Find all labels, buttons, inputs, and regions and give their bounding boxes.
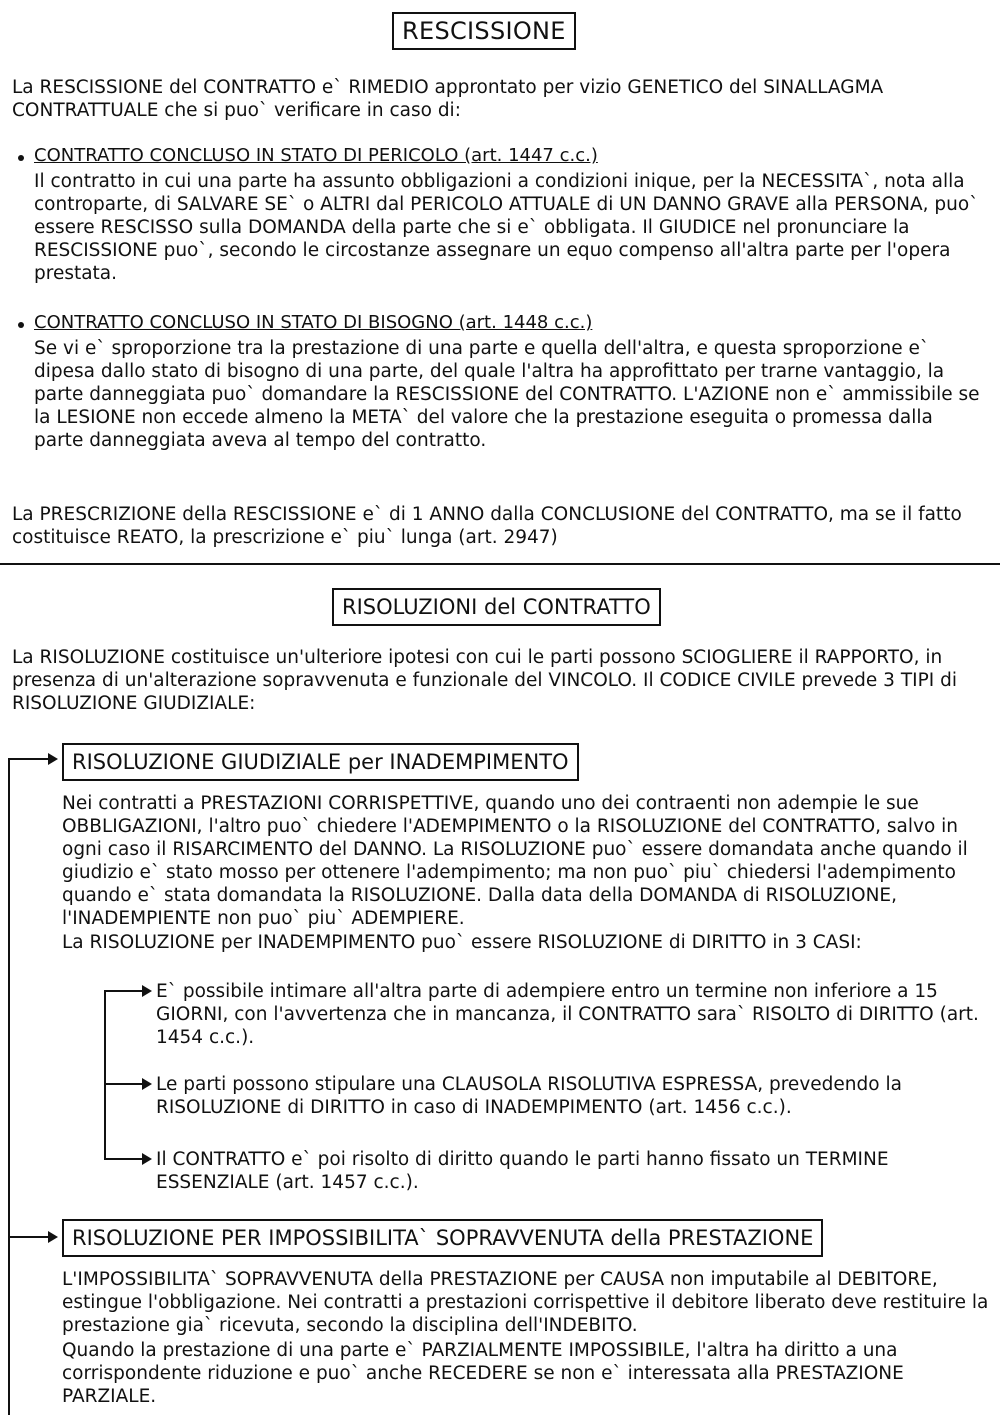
caso-3: Il CONTRATTO e` poi risolto di diritto quando le parti hanno fissato un TERMINE ESSENZIALE (art. 1457 c.c.). <box>156 1149 889 1193</box>
bracket-line <box>8 758 10 1415</box>
rescissione-intro: La RESCISSIONE del CONTRATTO e` RIMEDIO approntato per vizio GENETICO del SINALLAGMA CONTRATTUALE che si puo` verificare in caso di: <box>12 77 884 121</box>
bullet-dot <box>18 322 24 328</box>
arrow-right-icon <box>142 985 152 997</box>
arrow-line <box>8 758 50 760</box>
arrow-right-icon <box>142 1153 152 1165</box>
risoluzioni-intro: La RISOLUZIONE costituisce un'ulteriore ipotesi con cui le parti possono SCIOGLIERE il RAPPORTO, in presenza di un'alterazione sopravvenuta e funzionale del VINCOLO. Il CODICE CIVILE prevede 3 TIPI di RISOLUZIONE GIUDIZIALE: <box>12 647 957 714</box>
caso-2: Le parti possono stipulare una CLAUSOLA RISOLUTIVA ESPRESSA, prevedendo la RISOLUZIONE di DIRITTO in caso di INADEMPIMENTO (art. 1456 c.c.). <box>156 1074 902 1118</box>
risoluzioni-title: RISOLUZIONI del CONTRATTO <box>332 588 661 626</box>
prescrizione-text: La PRESCRIZIONE della RESCISSIONE e` di 1 ANNO dalla CONCLUSIONE del CONTRATTO, ma se il fatto costituisce REATO, la prescrizione e` piu` lunga (art. 2947) <box>12 504 962 548</box>
arrow-line <box>104 1083 144 1085</box>
arrow-line <box>8 1236 50 1238</box>
arrow-right-icon <box>48 753 58 765</box>
rescissione-title: RESCISSIONE <box>392 12 576 50</box>
impossibilita-text: L'IMPOSSIBILITA` SOPRAVVENUTA della PRESTAZIONE per CAUSA non imputabile al DEBITORE, estingue l'obbligazione. Nei contratti a prestazioni corrispettive il debitore liberato deve restituire la prestazione gia` ricevuta, secondo la disciplina dell'INDEBITO. <box>62 1269 989 1336</box>
arrow-right-icon <box>142 1078 152 1090</box>
bullet-text-pericolo: Il contratto in cui una parte ha assunto obbligazioni a condizioni inique, per la NECESSITA`, nota alla controparte, di SALVARE SE` o ALTRI dal PERICOLO ATTUALE di UN DANNO GRAVE alla PERSONA, puo` essere RESCISSO sulla DOMANDA della parte che si e` obbligata. Il GIUDICE nel pronunciare la RESCISSIONE puo`, secondo le circostanze assegnare un equo compenso all'altra parte per l'opera prestata. <box>34 171 979 284</box>
sub-bracket-line <box>104 990 106 1160</box>
bullet-dot <box>18 155 24 161</box>
arrow-line <box>104 1158 144 1160</box>
caso-1: E` possibile intimare all'altra parte di adempiere entro un termine non inferiore a 15 GIORNI, con l'avvertenza che in mancanza, il CONTRATTO sara` RISOLTO di DIRITTO (art. 1454 c.c.). <box>156 981 979 1048</box>
impossibilita-text-2: Quando la prestazione di una parte e` PARZIALMENTE IMPOSSIBILE, l'altra ha diritto a una corrispondente riduzione e puo` anche RECEDERE se non e` interessata alla PRESTAZIONE PARZIALE. <box>62 1340 904 1407</box>
arrow-right-icon <box>48 1231 58 1243</box>
impossibilita-title: RISOLUZIONE PER IMPOSSIBILITA` SOPRAVVENUTA della PRESTAZIONE <box>62 1219 823 1257</box>
section-divider <box>0 563 1000 565</box>
bullet-title-bisogno: CONTRATTO CONCLUSO IN STATO DI BISOGNO (art. 1448 c.c.) <box>34 312 593 333</box>
bullet-title-pericolo: CONTRATTO CONCLUSO IN STATO DI PERICOLO (art. 1447 c.c.) <box>34 145 598 166</box>
inadempimento-text: Nei contratti a PRESTAZIONI CORRISPETTIVE, quando uno dei contraenti non adempie le sue OBBLIGAZIONI, l'altro puo` chiedere l'ADEMPIMENTO o la RISOLUZIONE del CONTRATTO, salvo in ogni caso il RISARCIMENTO del DANNO. La RISOLUZIONE puo` essere domandata anche quando il giudizio e` stato mosso per ottenere l'adempimento; ma non puo` piu` chiedersi l'adempimento quando e` stata domandata la RISOLUZIONE. Dalla data della DOMANDA di RISOLUZIONE, l'INADEMPIENTE non puo` piu` ADEMPIERE. <box>62 793 968 929</box>
arrow-line <box>104 990 144 992</box>
inadempimento-title: RISOLUZIONE GIUDIZIALE per INADEMPIMENTO <box>62 743 579 781</box>
inadempimento-casi-intro: La RISOLUZIONE per INADEMPIMENTO puo` essere RISOLUZIONE di DIRITTO in 3 CASI: <box>62 932 862 953</box>
bullet-text-bisogno: Se vi e` sproporzione tra la prestazione di una parte e quella dell'altra, e questa sproporzione e` dipesa dallo stato di bisogno di una parte, del quale l'altra ha approfittato per trarne vantaggio, la parte danneggiata puo` domandare la RESCISSIONE del CONTRATTO. L'AZIONE non e` ammissibile se la LESIONE non eccede almeno la META` del valore che la prestazione eseguita o promessa dalla parte danneggiata aveva al tempo del contratto. <box>34 338 980 451</box>
